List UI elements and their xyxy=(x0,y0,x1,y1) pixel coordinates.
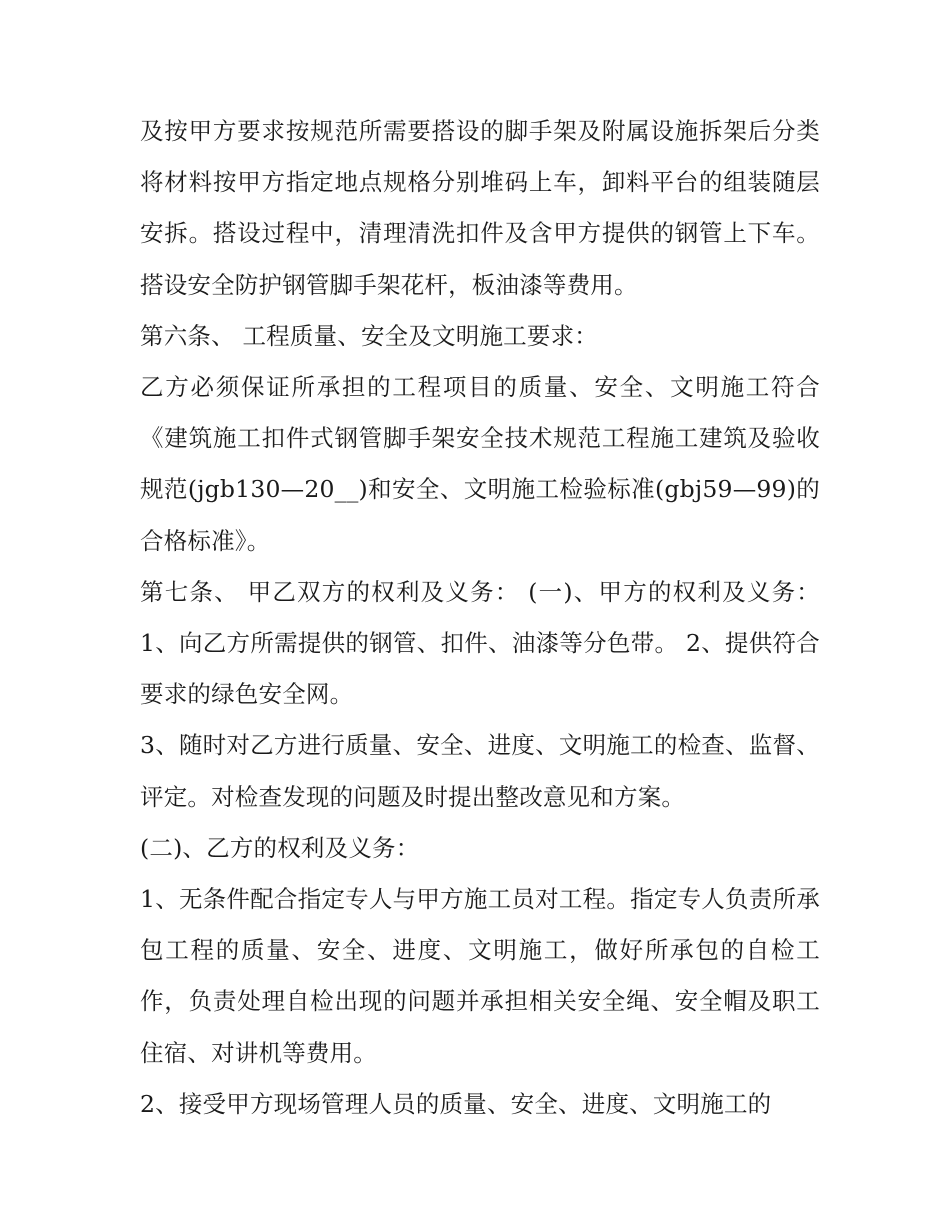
paragraph-party-a-inspection: 3、随时对乙方进行质量、安全、进度、文明施工的检查、监督、评定。对检查发现的问题及时提出整改意见和方案。 xyxy=(140,731,820,811)
paragraph-party-b-item-2: 2、接受甲方现场管理人员的质量、安全、进度、文明施工的 xyxy=(140,1089,772,1118)
paragraph-quality-standards: 乙方必须保证所承担的工程项目的质量、安全、文明施工符合《建筑施工扣件式钢管脚手架安全技术规范工程施工建筑及验收规范(jgb130—20__)和安全、文明施工检验标准(gbj59—99)的合格标准》。 xyxy=(140,373,820,555)
article-six-heading: 第六条、 工程质量、安全及文明施工要求： xyxy=(140,321,598,350)
document-body xyxy=(140,106,820,1130)
paragraph-scaffold-duties: 及按甲方要求按规范所需要搭设的脚手架及附属设施拆架后分类将材料按甲方指定地点规格分别堆码上车，卸料平台的组装随层安拆。搭设过程中，清理清洗扣件及含甲方提供的钢管上下车。搭设安全防护钢管脚手架花杆，板油漆等费用。 xyxy=(140,117,820,299)
party-b-rights-heading: (二)、乙方的权利及义务： xyxy=(140,833,420,862)
article-seven-party-a-rights: 第七条、 甲乙双方的权利及义务： (一)、甲方的权利及义务： 1、向乙方所需提供的钢管、扣件、油漆等分色带。 2、提供符合要求的绿色安全网。 xyxy=(140,577,820,709)
paragraph-party-b-item-1: 1、无条件配合指定专人与甲方施工员对工程。指定专人负责所承包工程的质量、安全、进度、文明施工，做好所承包的自检工作，负责处理自检出现的问题并承担相关安全绳、安全帽及职工住宿、对讲机等费用。 xyxy=(140,885,820,1067)
